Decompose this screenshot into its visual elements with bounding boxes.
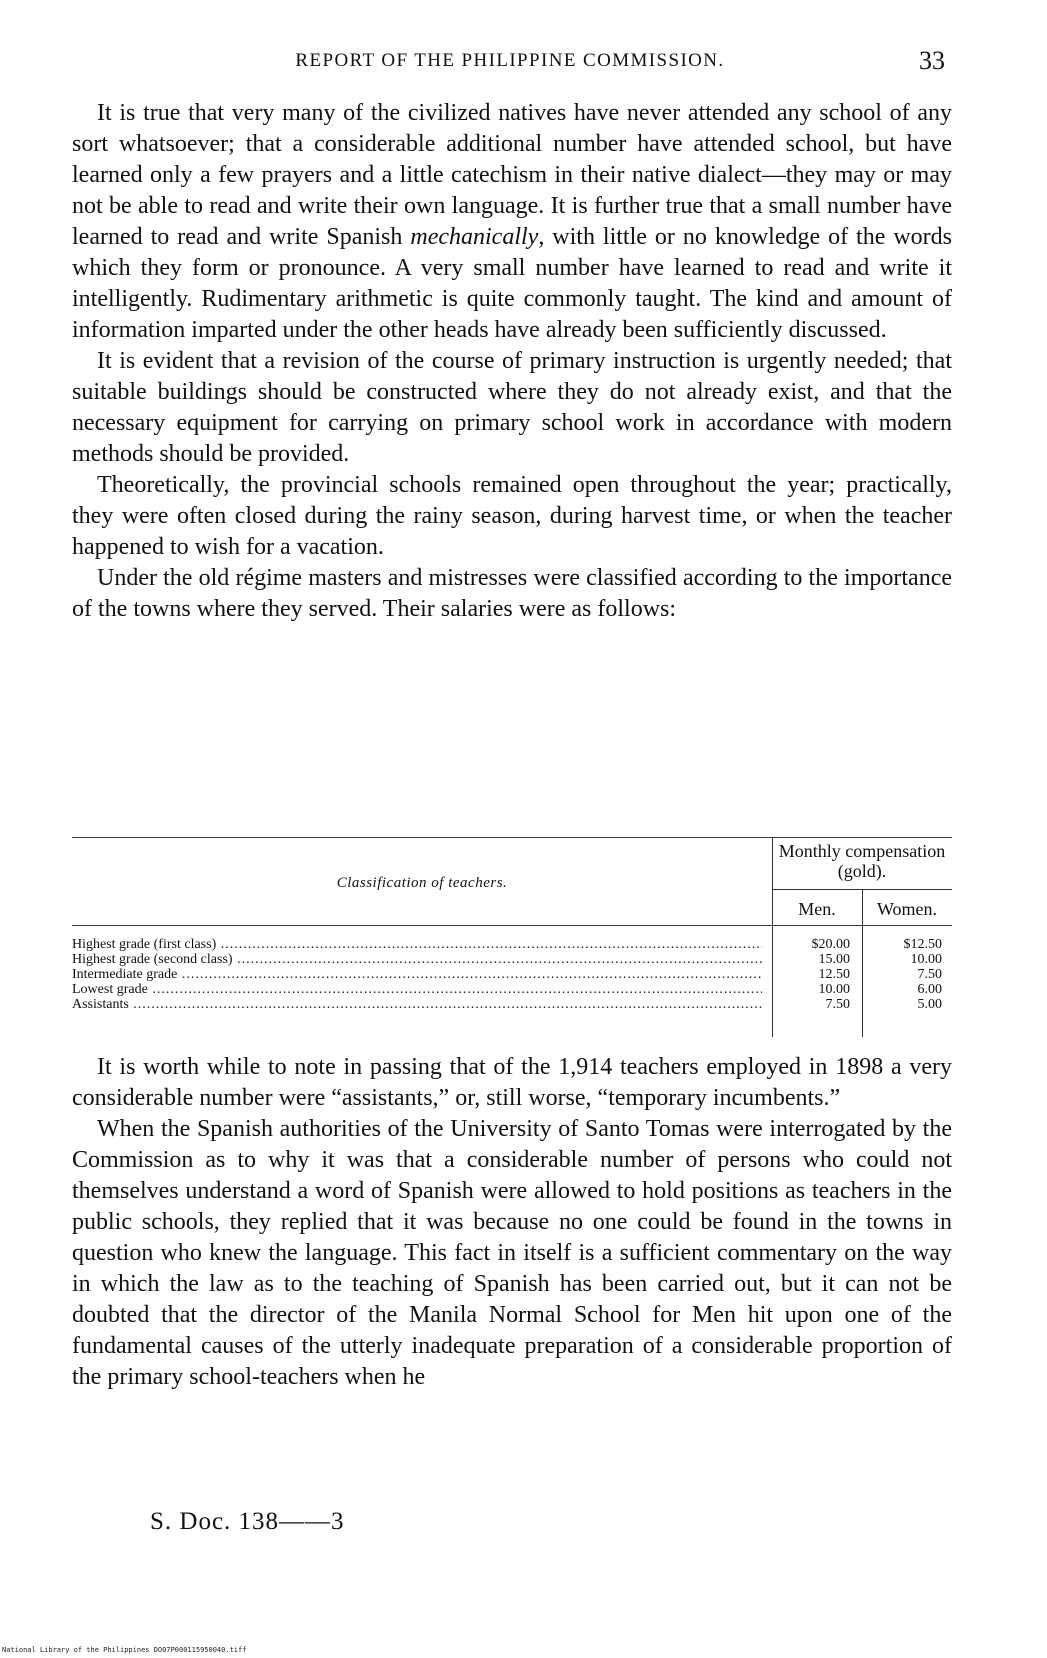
- header-men: Men.: [798, 899, 836, 919]
- men-salary: 15.00: [818, 952, 850, 967]
- women-salary: 5.00: [917, 997, 942, 1012]
- body-text-top: [72, 98, 952, 625]
- row-label: Lowest grade .....: [72, 982, 762, 997]
- table-row: [72, 937, 952, 952]
- table-row: [72, 952, 952, 967]
- paragraph-salaries-intro: Under the old régime masters and mistresses were classified according to the importance of the towns where they served. Their salaries were as follows:: [72, 565, 952, 622]
- paragraph-literacy: It is true that very many of the civilized natives have never attended any school of any sort whatsoever; that a considerable additional number have attended school, but have learned only a few prayers and a little catechism in their native dialect—they may or may not be able to read and write their own language. It is further true that a small number have learned to read and write Spanish mechanically, with little or no knowledge of the words which they form or pronounce. A very small number have learned to read and write it intelligently. Rudimentary arithmetic is quite commonly taught. The kind and amount of information imparted under the other heads have already been sufficiently discussed.: [72, 100, 953, 343]
- row-label: Highest grade (first class) .....: [72, 937, 762, 952]
- salary-table: [72, 837, 952, 1047]
- header-classification: Classification of teachers.: [336, 875, 508, 891]
- table-row: [72, 967, 952, 982]
- women-salary: 7.50: [917, 967, 942, 982]
- running-title: REPORT OF THE PHILIPPINE COMMISSION.: [295, 50, 725, 71]
- paragraph-assistants: It is worth while to note in passing that of the 1,914 teachers employed in 1898 a very considerable number were “assistants,” or, still worse, “temporary incumbents.”: [72, 1054, 952, 1111]
- women-salary: $12.50: [903, 937, 942, 952]
- men-salary: 7.50: [825, 997, 850, 1012]
- page-header: [75, 46, 945, 80]
- men-salary: $20.00: [811, 937, 850, 952]
- table-row: [72, 982, 952, 997]
- paragraph-revision: It is evident that a revision of the course of primary instruction is urgently needed; that suitable buildings should be constructed where they do not already exist, and that the necessary equipment for carrying on primary school work in accordance with modern methods should be provided.: [72, 348, 952, 467]
- page-number: 33: [919, 46, 945, 75]
- header-women: Women.: [876, 899, 938, 919]
- row-label: Intermediate grade .....: [72, 967, 762, 982]
- header-monthly-compensation: Monthly compensation (gold).: [778, 841, 946, 881]
- signature-mark: S. Doc. 138——3: [150, 1508, 345, 1535]
- emphasis-mechanically: mechanically: [410, 224, 539, 250]
- table-top-rule: [72, 837, 952, 838]
- body-text-bottom: [72, 1052, 952, 1393]
- table-subheader-rule: [772, 889, 952, 890]
- men-salary: 10.00: [818, 982, 850, 997]
- women-salary: 10.00: [910, 952, 942, 967]
- table-header-rule: [72, 925, 952, 926]
- table-row: [72, 997, 952, 1012]
- row-label: Highest grade (second class) .....: [72, 952, 762, 967]
- row-label: Assistants .....: [72, 997, 762, 1012]
- women-salary: 6.00: [917, 982, 942, 997]
- paragraph-school-year: Theoretically, the provincial schools remained open throughout the year; practically, they were often closed during the rainy season, during harvest time, or when the teacher happened to wish for a vacation.: [72, 472, 952, 560]
- men-salary: 12.50: [818, 967, 850, 982]
- footer-scan-credit: National Library of the Philippines DO07P000115950040.tiff: [2, 1646, 247, 1654]
- paragraph-santo-tomas: When the Spanish authorities of the University of Santo Tomas were interrogated by the Commission as to why it was that a considerable number of persons who could not themselves understand a word of Spanish were allowed to hold positions as teachers in the public schools, they replied that it was because no one could be found in the towns in question who knew the language. This fact in itself is a sufficient commentary on the way in which the law as to the teaching of Spanish has been carried out, but it can not be doubted that the director of the Manila Normal School for Men hit upon one of the fundamental causes of the utterly inadequate preparation of a considerable proportion of the primary school-teachers when he: [72, 1116, 952, 1390]
